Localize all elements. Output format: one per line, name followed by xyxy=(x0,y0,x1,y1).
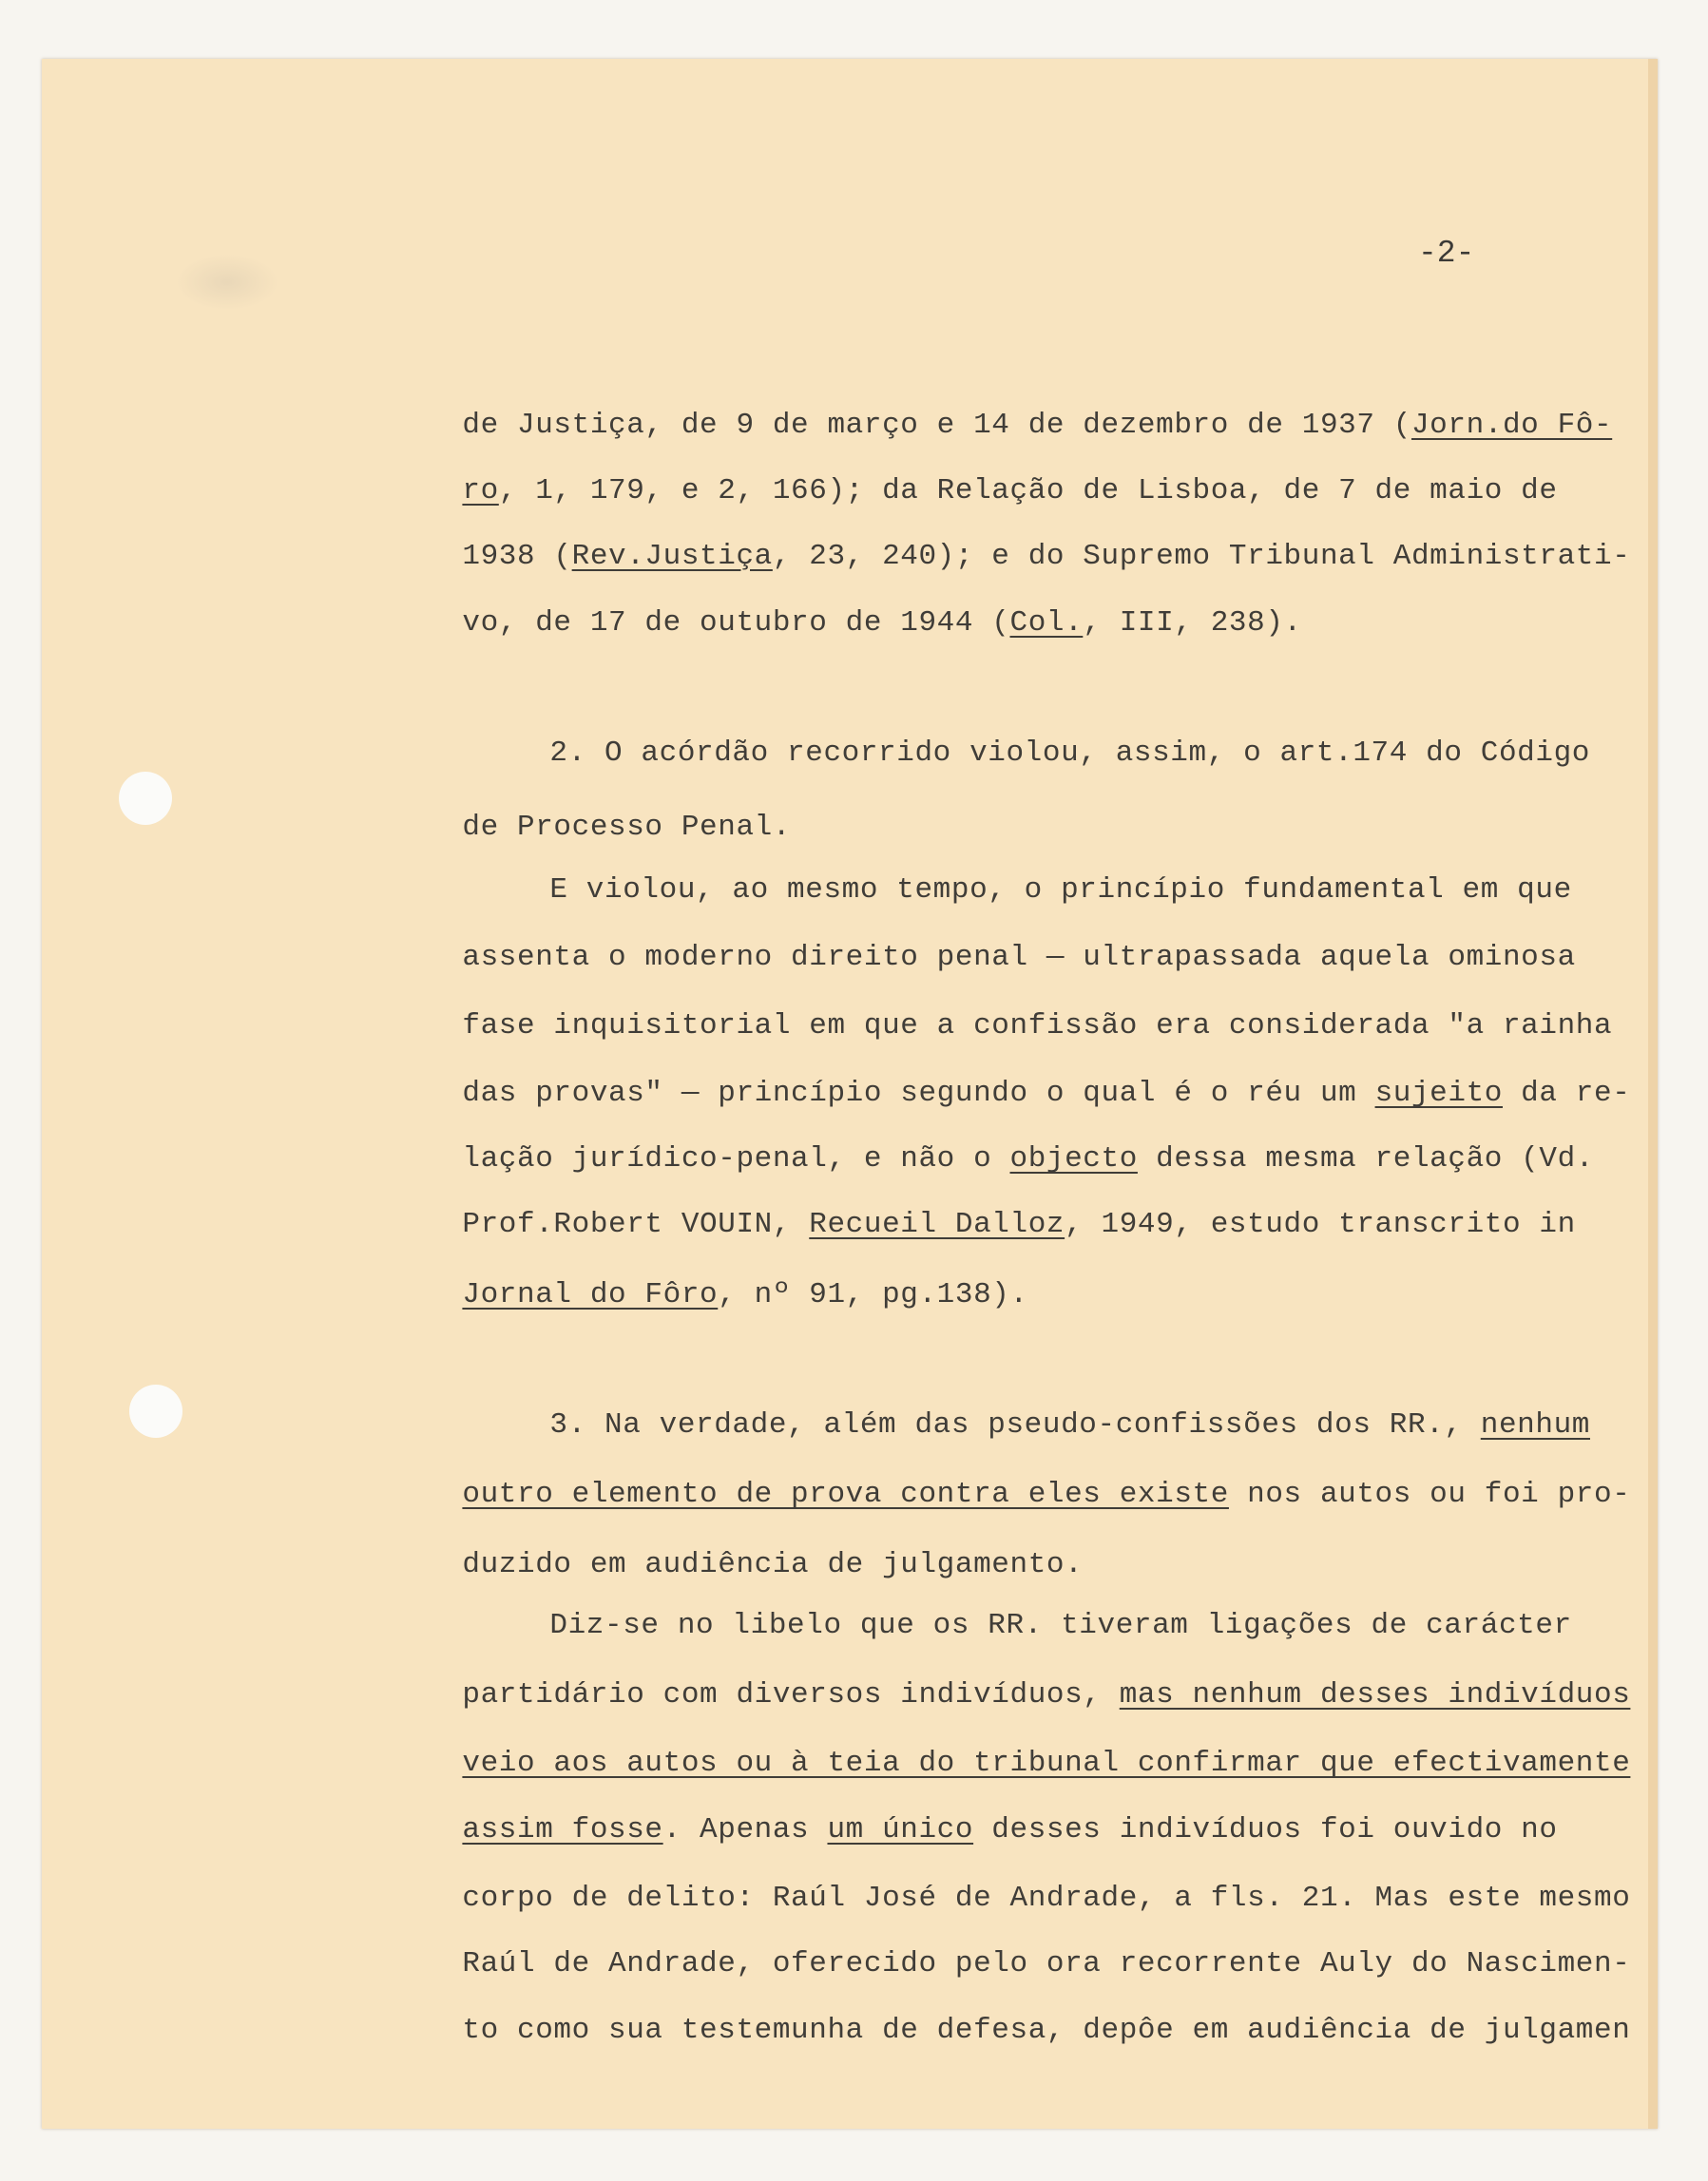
text-run: partidário com diversos indivíduos, xyxy=(462,1678,1120,1712)
text-run: 3. Na verdade, além das pseudo-confissões dos RR., xyxy=(549,1408,1481,1442)
page-number: -2- xyxy=(1418,236,1475,271)
text-line xyxy=(513,1576,1708,1642)
text-line xyxy=(426,1848,1652,1915)
text-line xyxy=(426,1043,1652,1110)
text-run: to como sua testemunha de defesa, depôe em audiência de julgamen xyxy=(462,2014,1631,2047)
underlined-run: Jornal do Fôro xyxy=(462,1278,719,1311)
underlined-run: nenhum xyxy=(1480,1408,1590,1442)
text-line xyxy=(426,908,1652,974)
text-run: de Processo Penal. xyxy=(462,811,792,844)
underlined-run: Recueil Dalloz xyxy=(809,1208,1065,1241)
text-run: , 1949, estudo transcrito in xyxy=(1065,1208,1576,1241)
underlined-run: Jorn.do Fô- xyxy=(1411,409,1613,442)
underlined-run: Rev.Justiça xyxy=(571,540,773,573)
text-line xyxy=(513,840,1708,907)
text-run: da re- xyxy=(1502,1077,1631,1110)
text-run: fase inquisitorial em que a confissão era considerada "a rainha xyxy=(462,1009,1613,1043)
text-line xyxy=(426,1515,1652,1581)
underlined-run: Col. xyxy=(1009,606,1084,640)
text-line xyxy=(426,1444,1652,1511)
text-line xyxy=(426,1109,1652,1176)
text-line xyxy=(426,976,1652,1043)
text-run: Raúl de Andrade, oferecido pelo ora recorrente Auly do Nascimen- xyxy=(462,1947,1631,1980)
text-run: , 1, 179, e 2, 166); da Relação de Lisboa, de 7 de maio de xyxy=(498,474,1558,507)
underlined-run: outro elemento de prova contra eles existe xyxy=(462,1478,1229,1511)
text-run: Prof.Robert VOUIN, xyxy=(462,1208,810,1241)
underlined-run: objecto xyxy=(1009,1142,1138,1176)
text-line xyxy=(426,441,1652,507)
text-run: assenta o moderno direito penal — ultrapassada aquela ominosa xyxy=(462,941,1576,974)
underlined-run: veio aos autos ou à teia do tribunal confirmar que efectivamente xyxy=(462,1747,1631,1780)
text-line xyxy=(513,1375,1708,1442)
underlined-run: ro xyxy=(462,474,499,507)
text-line xyxy=(426,1914,1652,1980)
underlined-run: sujeito xyxy=(1374,1077,1503,1110)
text-run: , 23, 240); e do Supremo Tribunal Administrati- xyxy=(772,540,1631,573)
text-line xyxy=(426,1713,1652,1780)
text-run: corpo de delito: Raúl José de Andrade, a fls. 21. Mas este mesmo xyxy=(462,1882,1631,1915)
text-run: nos autos ou foi pro- xyxy=(1228,1478,1631,1511)
text-run: de Justiça, de 9 de março e 14 de dezembro de 1937 ( xyxy=(462,409,1411,442)
underlined-run: assim fosse xyxy=(462,1813,663,1846)
text-run: , nº 91, pg.138). xyxy=(718,1278,1028,1311)
text-line xyxy=(513,703,1708,770)
ink-smudge-mark xyxy=(175,254,279,311)
text-line xyxy=(426,1175,1652,1241)
text-run: E violou, ao mesmo tempo, o princípio fundamental em que xyxy=(549,873,1572,907)
text-run: , III, 238). xyxy=(1083,606,1302,640)
text-run: 1938 ( xyxy=(462,540,572,573)
text-run: das provas" — princípio segundo o qual é o réu um xyxy=(462,1077,1375,1110)
punch-hole-lower xyxy=(129,1385,182,1438)
text-line xyxy=(426,375,1652,442)
text-run: lação jurídico-penal, e não o xyxy=(462,1142,1010,1176)
text-run: desses indivíduos foi ouvido no xyxy=(973,1813,1558,1846)
text-run: Diz-se no libelo que os RR. tiveram ligações de carácter xyxy=(549,1609,1572,1642)
underlined-run: um único xyxy=(827,1813,974,1846)
text-line xyxy=(426,1245,1652,1311)
text-line xyxy=(426,777,1652,844)
underlined-run: mas nenhum desses indivíduos xyxy=(1119,1678,1631,1712)
text-line xyxy=(426,1980,1652,2047)
text-line xyxy=(426,1645,1652,1712)
punch-hole-upper xyxy=(119,772,172,825)
text-line xyxy=(426,1780,1652,1846)
text-run: vo, de 17 de outubro de 1944 ( xyxy=(462,606,1010,640)
text-run: . Apenas xyxy=(662,1813,828,1846)
text-run: dessa mesma relação (Vd. xyxy=(1137,1142,1594,1176)
text-line xyxy=(426,507,1652,573)
text-line xyxy=(426,573,1652,640)
text-run: 2. O acórdão recorrido violou, assim, o art.174 do Código xyxy=(549,737,1590,770)
text-run: duzido em audiência de julgamento. xyxy=(462,1548,1084,1581)
